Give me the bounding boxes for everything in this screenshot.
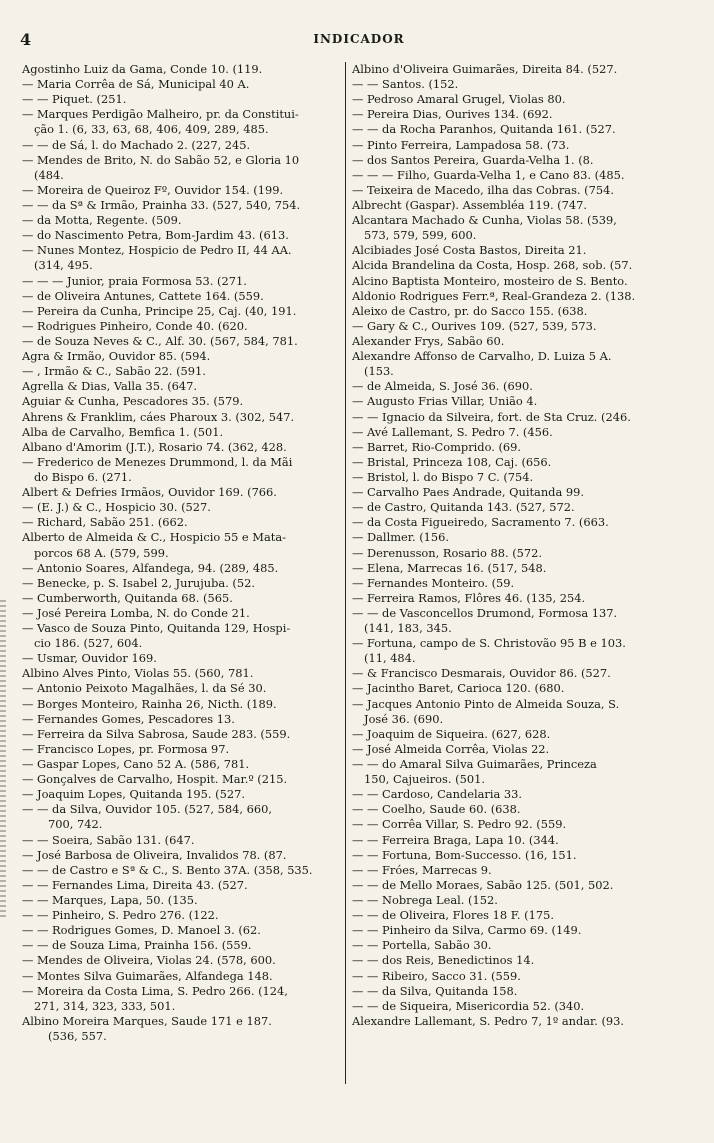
directory-entry-line: Alcino Baptista Monteiro, mosteiro de S. Bento. — [352, 273, 628, 288]
directory-entry-line: — Pinto Ferreira, Lampadosa 58. (73. — [352, 137, 570, 152]
directory-entry-line: — Montes Silva Guimarães, Alfandega 148. — [22, 968, 273, 983]
directory-entry-line: — Mendes de Brito, N. do Sabão 52, e Gloria 10 — [22, 152, 300, 167]
directory-entry-line: — Ferreira Ramos, Flôres 46. (135, 254. — [352, 590, 586, 605]
directory-entry-line: — — Pinheiro da Silva, Carmo 69. (149. — [352, 923, 582, 938]
directory-entry-line: Albino Alves Pinto, Violas 55. (560, 781. — [22, 666, 254, 681]
directory-entry-line: — — Marques, Lapa, 50. (135. — [22, 893, 198, 908]
directory-entry-line: Agra & Irmão, Ouvidor 85. (594. — [22, 349, 211, 364]
directory-entry-line: Agrella & Dias, Valla 35. (647. — [22, 379, 198, 394]
directory-entry-line: Alberto de Almeida & C., Hospicio 55 e Mata- — [22, 530, 286, 545]
directory-entry-line: — de Oliveira Antunes, Cattete 164. (559. — [22, 288, 264, 303]
binding-edge-marks — [0, 600, 6, 920]
directory-entry-line: — — de Sá, l. do Machado 2. (227, 245. — [22, 137, 251, 152]
directory-entry-line: — — da Silva, Quitanda 158. — [352, 983, 518, 998]
directory-entry-line: (141, 183, 345. — [364, 621, 452, 636]
directory-entry-line: — Marques Perdigão Malheiro, pr. da Constitui- — [22, 107, 299, 122]
directory-entry-line: — Moreira de Queiroz Fº, Ouvidor 154. (199. — [22, 182, 284, 197]
directory-entry-line: — Moreira da Costa Lima, S. Pedro 266. (124, — [22, 983, 288, 998]
directory-entry-line: 700, 742. — [48, 817, 103, 832]
directory-entry-line: — de Souza Neves & C., Alf. 30. (567, 584, 781. — [22, 333, 298, 348]
directory-entry-line: — Carvalho Paes Andrade, Quitanda 99. — [352, 485, 585, 500]
directory-entry-line: — Avé Lallemant, S. Pedro 7. (456. — [352, 424, 553, 439]
directory-entry-line: — Fernandes Monteiro. (59. — [352, 575, 515, 590]
directory-entry-line: — Ferreira da Silva Sabrosa, Saude 283. (559. — [22, 726, 291, 741]
directory-entry-line: — — — Junior, praia Formosa 53. (271. — [22, 273, 247, 288]
directory-entry-line: Albert & Defries Irmãos, Ouvidor 169. (766. — [22, 485, 277, 500]
directory-entry-line: — & Francisco Desmarais, Ouvidor 86. (527. — [352, 666, 611, 681]
directory-entry-line: — — Soeira, Sabão 131. (647. — [22, 832, 195, 847]
page-header — [20, 30, 698, 52]
directory-entry-line: Albino Moreira Marques, Saude 171 e 187. — [22, 1013, 272, 1028]
directory-entry-line: — Elena, Marrecas 16. (517, 548. — [352, 560, 547, 575]
directory-entry-line: — — de Souza Lima, Prainha 156. (559. — [22, 938, 252, 953]
directory-entry-line: — — Pinheiro, S. Pedro 276. (122. — [22, 908, 219, 923]
directory-entry-line: Alba de Carvalho, Bemfica 1. (501. — [22, 424, 224, 439]
directory-entry-line: — (E. J.) & C., Hospicio 30. (527. — [22, 500, 211, 515]
directory-entry-line: — — de Castro e Sª & C., S. Bento 37A. (358, 535. — [22, 862, 313, 877]
directory-entry-line: — Francisco Lopes, pr. Formosa 97. — [22, 741, 230, 756]
directory-entry-line: — Derenusson, Rosario 88. (572. — [352, 545, 543, 560]
directory-entry-line: do Bispo 6. (271. — [34, 469, 132, 484]
directory-entry-line: — — da Rocha Paranhos, Quitanda 161. (527. — [352, 122, 616, 137]
directory-entry-line: Alcida Brandelina da Costa, Hosp. 268, sob. (57. — [352, 258, 633, 273]
directory-entry-line: — — Fernandes Lima, Direita 43. (527. — [22, 877, 248, 892]
directory-entry-line: — Jacintho Baret, Carioca 120. (680. — [352, 681, 565, 696]
directory-entry-line: — Usmar, Ouvidor 169. — [22, 651, 157, 666]
directory-entry-line: — Vasco de Souza Pinto, Quitanda 129, Hospi- — [22, 621, 291, 636]
directory-entry-line: — dos Santos Pereira, Guarda-Velha 1. (8. — [352, 152, 594, 167]
directory-entry-line: (153. — [364, 364, 394, 379]
directory-entry-line: — — Ignacio da Silveira, fort. de Sta Cruz. (246. — [352, 409, 631, 424]
directory-entry-line: — Pereira Dias, Ourives 134. (692. — [352, 107, 553, 122]
directory-entry-line: Aleixo de Castro, pr. do Sacco 155. (638. — [352, 303, 588, 318]
directory-entry-line: — Gonçalves de Carvalho, Hospit. Mar.º (215. — [22, 772, 288, 787]
directory-entry-line: (314, 495. — [34, 258, 93, 273]
directory-entry-line: — Maria Corrêa de Sá, Municipal 40 A. — [22, 77, 250, 92]
directory-entry-line: Albano d'Amorim (J.T.), Rosario 74. (362, 428. — [22, 439, 287, 454]
directory-entry-line: — — do Amaral Silva Guimarães, Princeza — [352, 757, 597, 772]
directory-entry-line: — — Corrêa Villar, S. Pedro 92. (559. — [352, 817, 567, 832]
directory-entry-line: — Frederico de Menezes Drummond, l. da Mãi — [22, 454, 293, 469]
directory-entry-line: (536, 557. — [48, 1029, 107, 1043]
directory-entry-line: — José Barbosa de Oliveira, Invalidos 78. (87. — [22, 847, 287, 862]
directory-entry-line: Albino d'Oliveira Guimarães, Direita 84. (527. — [352, 62, 618, 76]
directory-entry-line: — José Pereira Lomba, N. do Conde 21. — [22, 605, 250, 620]
directory-entry-line: — Pereira da Cunha, Principe 25, Caj. (40, 191. — [22, 303, 297, 318]
directory-entry-line: — da Motta, Regente. (509. — [22, 213, 182, 228]
directory-entry-line: Aguiar & Cunha, Pescadores 35. (579. — [22, 394, 244, 409]
column-divider — [345, 62, 346, 1084]
directory-entry-line: — Barret, Rio-Comprido. (69. — [352, 439, 522, 454]
directory-entry-line: — — de Vasconcellos Drumond, Formosa 137. — [352, 605, 618, 620]
directory-entry-line: José 36. (690. — [364, 711, 444, 726]
directory-entry-line: — — Ribeiro, Sacco 31. (559. — [352, 968, 521, 983]
directory-entry-line: — — — Filho, Guarda-Velha 1, e Cano 83. (485. — [352, 167, 625, 182]
directory-entry-line: — — Coelho, Saude 60. (638. — [352, 802, 521, 817]
directory-entry-line: porcos 68 A. (579, 599. — [34, 545, 169, 560]
directory-entry-line: — — de Oliveira, Flores 18 F. (175. — [352, 908, 554, 923]
directory-entry-line: Alexandre Affonso de Carvalho, D. Luiza 5 A. — [352, 349, 612, 364]
directory-entry-line: cio 186. (527, 604. — [34, 636, 143, 651]
directory-entry-line: — Bristal, Princeza 108, Caj. (656. — [352, 454, 552, 469]
directory-entry-line: — da Costa Figueiredo, Sacramento 7. (663. — [352, 515, 609, 530]
directory-entry-line: — — Portella, Sabão 30. — [352, 938, 492, 953]
directory-entry-line: — — Rodrigues Gomes, D. Manoel 3. (62. — [22, 923, 261, 938]
directory-entry-line: — Joaquim Lopes, Quitanda 195. (527. — [22, 787, 245, 802]
directory-entry-line: (484. — [34, 167, 64, 182]
directory-entry-line: — Bristol, l. do Bispo 7 C. (754. — [352, 469, 534, 484]
directory-entry-line: 271, 314, 323, 333, 501. — [34, 998, 176, 1013]
directory-entry-line: — — Nobrega Leal. (152. — [352, 893, 498, 908]
directory-entry-line: — de Almeida, S. José 36. (690. — [352, 379, 533, 394]
directory-entry-line: — Fernandes Gomes, Pescadores 13. — [22, 711, 235, 726]
directory-entry-line: — de Castro, Quitanda 143. (527, 572. — [352, 500, 575, 515]
directory-entry-line: — Nunes Montez, Hospicio de Pedro II, 44 AA. — [22, 243, 292, 258]
directory-entry-line: (11, 484. — [364, 651, 416, 666]
directory-entry-line: Alexandre Lallemant, S. Pedro 7, 1º andar. (93. — [352, 1013, 625, 1028]
directory-entry-line: — Antonio Peixoto Magalhães, l. da Sé 30. — [22, 681, 267, 696]
directory-entry-line: — — Fróes, Marrecas 9. — [352, 862, 492, 877]
page-number: 4 — [20, 30, 32, 49]
directory-entry-line: — Gary & C., Ourives 109. (527, 539, 573. — [352, 318, 597, 333]
directory-entry-line: — , Irmão & C., Sabão 22. (591. — [22, 364, 206, 379]
directory-entry-line: — do Nascimento Petra, Bom-Jardim 43. (613. — [22, 228, 289, 243]
directory-entry-line: Ahrens & Franklim, cáes Pharoux 3. (302, 547. — [22, 409, 295, 424]
directory-entry-line: — Dallmer. (156. — [352, 530, 450, 545]
directory-entry-line: — — de Siqueira, Misericordia 52. (340. — [352, 998, 585, 1013]
directory-entry-line: — Rodrigues Pinheiro, Conde 40. (620. — [22, 318, 248, 333]
directory-entry-line: — Joaquim de Siqueira. (627, 628. — [352, 726, 551, 741]
directory-entry-line: — Jacques Antonio Pinto de Almeida Souza, S. — [352, 696, 620, 711]
directory-entry-line: Agostinho Luiz da Gama, Conde 10. (119. — [22, 62, 263, 76]
directory-entry-line: ção 1. (6, 33, 63, 68, 406, 409, 289, 485. — [34, 122, 269, 137]
directory-entry-line: Aldonio Rodrigues Ferr.ª, Real-Grandeza 2. (138. — [352, 288, 636, 303]
directory-entry-line: Alcantara Machado & Cunha, Violas 58. (539, — [352, 213, 617, 228]
directory-entry-line: 150, Cajueiros. (501. — [364, 772, 485, 787]
directory-entry-line: — — da Silva, Ouvidor 105. (527, 584, 660, — [22, 802, 273, 817]
directory-entry-line: 573, 579, 599, 600. — [364, 228, 477, 243]
directory-entry-line: Alexander Frys, Sabão 60. — [352, 333, 505, 348]
directory-entry-line: — — Fortuna, Bom-Successo. (16, 151. — [352, 847, 577, 862]
directory-entry-line: — Richard, Sabão 251. (662. — [22, 515, 188, 530]
directory-entry-line: — — Ferreira Braga, Lapa 10. (344. — [352, 832, 559, 847]
directory-entry-line: — — Cardoso, Candelaria 33. — [352, 787, 522, 802]
directory-entry-line: — Borges Monteiro, Rainha 26, Nicth. (189. — [22, 696, 277, 711]
directory-entry-line: — Pedroso Amaral Grugel, Violas 80. — [352, 92, 566, 107]
directory-entry-line: — Teixeira de Macedo, ilha das Cobras. (754. — [352, 182, 614, 197]
running-title: INDICADOR — [313, 32, 405, 46]
directory-entry-line: — José Almeida Corrêa, Violas 22. — [352, 741, 550, 756]
right-column — [352, 62, 702, 1029]
directory-entry-line: — Augusto Frias Villar, União 4. — [352, 394, 538, 409]
directory-entry-line: — Cumberworth, Quitanda 68. (565. — [22, 590, 233, 605]
directory-entry-line: — Antonio Soares, Alfandega, 94. (289, 485. — [22, 560, 279, 575]
directory-entry-line: Alcibiades José Costa Bastos, Direita 21. — [352, 243, 587, 258]
directory-entry-line: — Gaspar Lopes, Cano 52 A. (586, 781. — [22, 757, 250, 772]
directory-entry-line: — — de Mello Moraes, Sabão 125. (501, 502. — [352, 877, 614, 892]
directory-entry-line: — Benecke, p. S. Isabel 2, Jurujuba. (52. — [22, 575, 255, 590]
directory-entry-line: — — da Sª & Irmão, Prainha 33. (527, 540, 754. — [22, 197, 301, 212]
left-column — [22, 62, 340, 1044]
directory-entry-line: — Mendes de Oliveira, Violas 24. (578, 600. — [22, 953, 276, 968]
directory-entry-line: — — Santos. (152. — [352, 77, 459, 92]
directory-entry-line: — Fortuna, campo de S. Christovão 95 B e 103. — [352, 636, 626, 651]
directory-entry-line: — — dos Reis, Benedictinos 14. — [352, 953, 535, 968]
directory-entry-line: — — Piquet. (251. — [22, 92, 127, 107]
directory-entry-line: Albrecht (Gaspar). Assembléa 119. (747. — [352, 197, 587, 212]
